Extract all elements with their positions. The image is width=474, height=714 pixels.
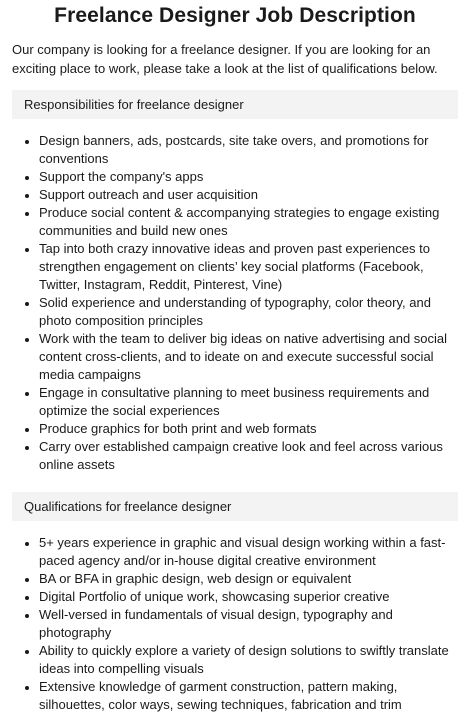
responsibilities-header: Responsibilities for freelance designer — [12, 90, 458, 119]
list-item: • Produce graphics for both print and web formats — [39, 420, 458, 438]
list-item: • Support the company's apps — [39, 168, 458, 186]
responsibilities-list — [12, 132, 458, 474]
list-item: • Engage in consultative planning to meet business requirements and optimize the social experiences — [39, 384, 458, 420]
list-item: • Well-versed in fundamentals of visual design, typography and photography — [39, 606, 458, 642]
list-item: • Digital Portfolio of unique work, showcasing superior creative — [39, 588, 458, 606]
list-item: • Carry over established campaign creative look and feel across various online assets — [39, 438, 458, 474]
list-item: • Support outreach and user acquisition — [39, 186, 458, 204]
list-item: • Design banners, ads, postcards, site take overs, and promotions for conventions — [39, 132, 458, 168]
page-title: Freelance Designer Job Description — [54, 4, 416, 27]
qualifications-header: Qualifications for freelance designer — [12, 492, 458, 521]
list-item: • Ability to quickly explore a variety of design solutions to swiftly translate ideas into compelling visuals — [39, 642, 458, 678]
list-item: • Produce social content & accompanying strategies to engage existing communities and build new ones — [39, 204, 458, 240]
qualifications-list — [12, 534, 458, 714]
list-item: • 5+ years experience in graphic and visual design working within a fast-paced agency and/or in-house digital creative environment — [39, 534, 458, 570]
list-item: • Work with the team to deliver big ideas on native advertising and social content cross-clients, and to ideate on and execute successful social media campaigns — [39, 330, 458, 384]
list-item: • Extensive knowledge of garment construction, pattern making, silhouettes, color ways, sewing techniques, fabrication and trim — [39, 678, 458, 714]
list-item: • Solid experience and understanding of typography, color theory, and photo composition principles — [39, 294, 458, 330]
list-item: • BA or BFA in graphic design, web design or equivalent — [39, 570, 458, 588]
intro-paragraph: Our company is looking for a freelance designer. If you are looking for an exciting place to work, please take a look at the list of qualifications below. — [12, 42, 438, 76]
list-item: • Tap into both crazy innovative ideas and proven past experiences to strengthen engagement on clients’ key social platforms (Facebook, Twitter, Instagram, Reddit, Pinterest, Vine) — [39, 240, 458, 294]
